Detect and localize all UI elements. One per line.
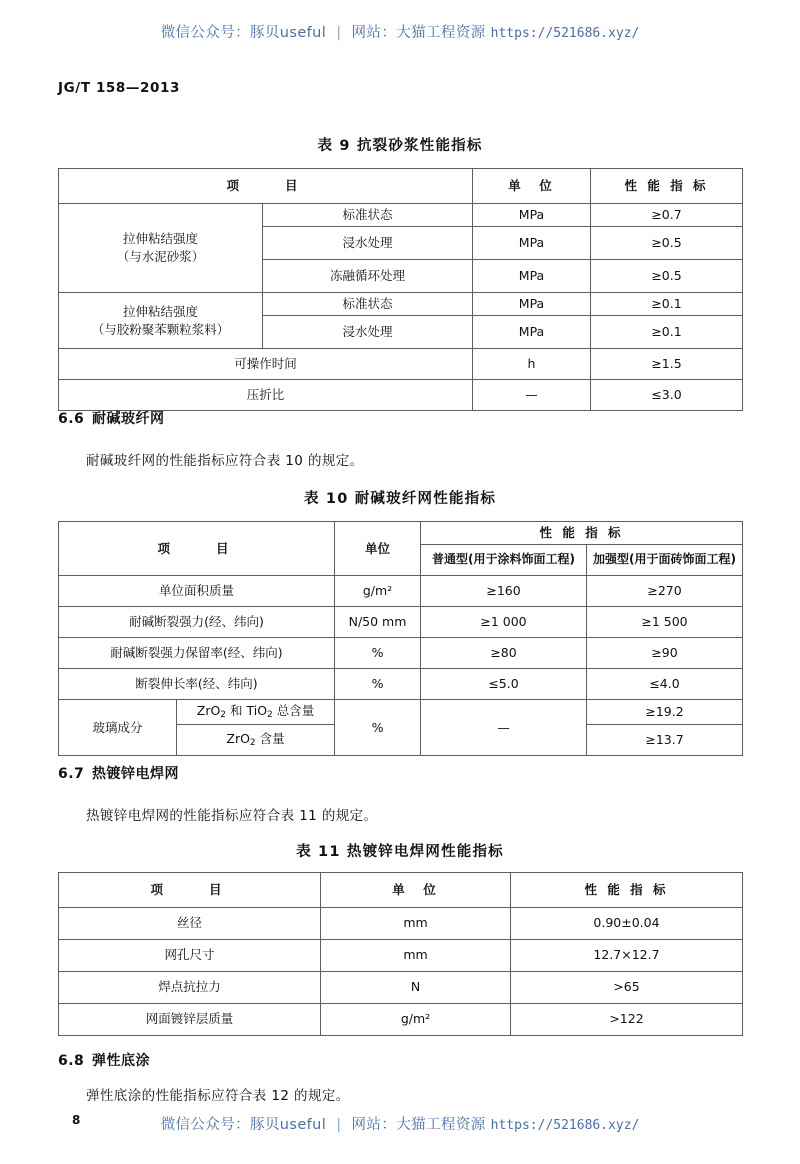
table-9-unit: MPa: [473, 293, 591, 316]
watermark-wechat-label: 微信公众号：豚贝useful: [160, 1117, 327, 1133]
table-11-header-indicator: 性 能 指 标: [511, 873, 743, 908]
table-9-header-unit: 单 位: [473, 169, 591, 204]
table-10-alkali-resistant-mesh: [58, 521, 743, 756]
table-10-value-normal: ≥1 000: [421, 607, 587, 638]
table-10-value-reinforced: ≤4.0: [587, 669, 743, 700]
table-10-item: 耐碱断裂强力保留率(经、纬向): [59, 638, 335, 669]
watermark-url: https://521686.xyz/: [490, 26, 640, 41]
table-11-header-item: 项 目: [59, 873, 321, 908]
table-11-item: 焊点抗拉力: [59, 972, 321, 1004]
table-10-value-reinforced: ≥270: [587, 576, 743, 607]
table-9-value: ≥0.1: [591, 293, 743, 316]
table-9-header-item: 项 目: [59, 169, 473, 204]
table-10-item: 耐碱断裂强力(经、纬向): [59, 607, 335, 638]
table-10-caption: 表 10 耐碱玻纤网性能指标: [303, 491, 497, 507]
table-9-anti-crack-mortar: [58, 168, 743, 411]
table-9-condition: 浸水处理: [263, 227, 473, 260]
table-row: [59, 607, 743, 638]
table-row: [59, 972, 743, 1004]
table-11-value: >122: [511, 1004, 743, 1036]
table-9-condition: 冻融循环处理: [263, 260, 473, 293]
table-10-header-item: 项 目: [59, 522, 335, 576]
table-10-glass-group-name: 玻璃成分: [59, 700, 177, 756]
table-11-item: 网孔尺寸: [59, 940, 321, 972]
table-row-header: [59, 522, 743, 545]
table-9-group-1-name: [59, 204, 263, 293]
table-11-value: 12.7×12.7: [511, 940, 743, 972]
table-row: [59, 1004, 743, 1036]
table-9-value: ≥0.5: [591, 227, 743, 260]
paragraph-6-7: 热镀锌电焊网的性能指标应符合表 11 的规定。: [86, 808, 378, 824]
table-11-caption: 表 11 热镀锌电焊网性能指标: [296, 844, 504, 860]
table-9-value: ≥1.5: [591, 349, 743, 380]
section-heading-6-6: [58, 408, 165, 428]
table-10-value-normal: ≥80: [421, 638, 587, 669]
table-10-header-type-normal: 普通型(用于涂料饰面工程): [421, 545, 587, 576]
table-11-unit: N: [321, 972, 511, 1004]
section-title: 弹性底涂: [92, 1053, 150, 1069]
watermark-separator: |: [336, 1117, 342, 1133]
table-9-condition: 标准状态: [263, 293, 473, 316]
table-10-header-indicator: 性 能 指 标: [421, 522, 743, 545]
table-11-header-unit: 单 位: [321, 873, 511, 908]
table-10-unit: %: [335, 638, 421, 669]
table-10-unit: %: [335, 669, 421, 700]
table-9-value: ≤3.0: [591, 380, 743, 411]
table-10-item: 单位面积质量: [59, 576, 335, 607]
table-row: [59, 908, 743, 940]
watermark-site-label: 网站：大猫工程资源: [351, 1117, 486, 1133]
table-10-glass-value-reinforced: ≥13.7: [587, 725, 743, 756]
paragraph-6-6: 耐碱玻纤网的性能指标应符合表 10 的规定。: [86, 453, 364, 469]
table-9-header-indicator: 性 能 指 标: [591, 169, 743, 204]
running-head-standard-number: JG/T 158—2013: [58, 80, 180, 96]
table-10-header-unit: 单位: [335, 522, 421, 576]
table-10-glass-value-reinforced: ≥19.2: [587, 700, 743, 725]
table-11-unit: g/m²: [321, 1004, 511, 1036]
table-row: [59, 204, 743, 227]
watermark-site-label: 网站：大猫工程资源: [351, 25, 486, 41]
watermark-bottom: [0, 1113, 800, 1134]
table-10-glass-subitem: [177, 700, 335, 725]
table-11-item: 网面镀锌层质量: [59, 1004, 321, 1036]
table-10-glass-subitem: [177, 725, 335, 756]
table-11-value: >65: [511, 972, 743, 1004]
table-9-value: ≥0.1: [591, 316, 743, 349]
paragraph-6-8: 弹性底涂的性能指标应符合表 12 的规定。: [86, 1088, 350, 1104]
table-11-unit: mm: [321, 940, 511, 972]
table-9-caption: 表 9 抗裂砂浆性能指标: [317, 138, 483, 154]
table-10-value-normal: ≥160: [421, 576, 587, 607]
section-title: 热镀锌电焊网: [92, 766, 179, 782]
group-name-line-1: 拉伸粘结强度: [122, 230, 198, 246]
table-10-value-reinforced: ≥1 500: [587, 607, 743, 638]
table-9-condition: 标准状态: [263, 204, 473, 227]
watermark-separator: |: [336, 25, 342, 41]
table-row-header: [59, 873, 743, 908]
table-9-unit: MPa: [473, 260, 591, 293]
table-10-header-type-reinforced: 加强型(用于面砖饰面工程): [587, 545, 743, 576]
section-title: 耐碱玻纤网: [92, 411, 165, 427]
group-name-line-2: （与水泥砂浆）: [116, 249, 205, 265]
table-9-condition: 浸水处理: [263, 316, 473, 349]
table-10-glass-value-normal: —: [421, 700, 587, 756]
table-10-glass-unit: %: [335, 700, 421, 756]
table-row: [59, 669, 743, 700]
group-name-line-1: 拉伸粘结强度: [122, 303, 198, 319]
table-row: [59, 293, 743, 316]
table-9-item: 压折比: [59, 380, 473, 411]
watermark-url: https://521686.xyz/: [490, 1118, 640, 1133]
table-11-unit: mm: [321, 908, 511, 940]
table-row: [59, 700, 743, 725]
table-9-unit: MPa: [473, 316, 591, 349]
section-number: 6.6: [58, 411, 85, 427]
table-9-unit: MPa: [473, 204, 591, 227]
table-11-item: 丝径: [59, 908, 321, 940]
table-10-unit: g/m²: [335, 576, 421, 607]
table-row: [59, 638, 743, 669]
table-10-value-normal: ≤5.0: [421, 669, 587, 700]
section-heading-6-7: [58, 763, 179, 783]
group-name-line-2: （与胶粉聚苯颗粒浆料）: [91, 321, 230, 337]
table-9-item: 可操作时间: [59, 349, 473, 380]
table-10-value-reinforced: ≥90: [587, 638, 743, 669]
table-9-unit: h: [473, 349, 591, 380]
table-10-unit: N/50 mm: [335, 607, 421, 638]
watermark-wechat-label: 微信公众号：豚贝useful: [160, 25, 327, 41]
table-row: [59, 349, 743, 380]
section-number: 6.8: [58, 1053, 85, 1069]
section-heading-6-8: [58, 1050, 150, 1070]
section-number: 6.7: [58, 766, 85, 782]
glass-subitem-zro2-tio2-total: ZrO$_2$ 和 TiO$_2$ 总含量: [196, 703, 315, 721]
table-row: [59, 940, 743, 972]
table-row-header: [59, 169, 743, 204]
table-10-item: 断裂伸长率(经、纬向): [59, 669, 335, 700]
table-9-unit: MPa: [473, 227, 591, 260]
table-9-value: ≥0.5: [591, 260, 743, 293]
watermark-top: [0, 21, 800, 42]
table-9-value: ≥0.7: [591, 204, 743, 227]
table-row: [59, 380, 743, 411]
page-number: 8: [72, 1113, 81, 1127]
table-9-group-2-name: [59, 293, 263, 349]
glass-subitem-zro2-content: ZrO$_2$ 含量: [226, 731, 285, 749]
table-11-value: 0.90±0.04: [511, 908, 743, 940]
table-11-galvanized-welded-mesh: [58, 872, 743, 1036]
table-9-unit: —: [473, 380, 591, 411]
table-row: [59, 576, 743, 607]
